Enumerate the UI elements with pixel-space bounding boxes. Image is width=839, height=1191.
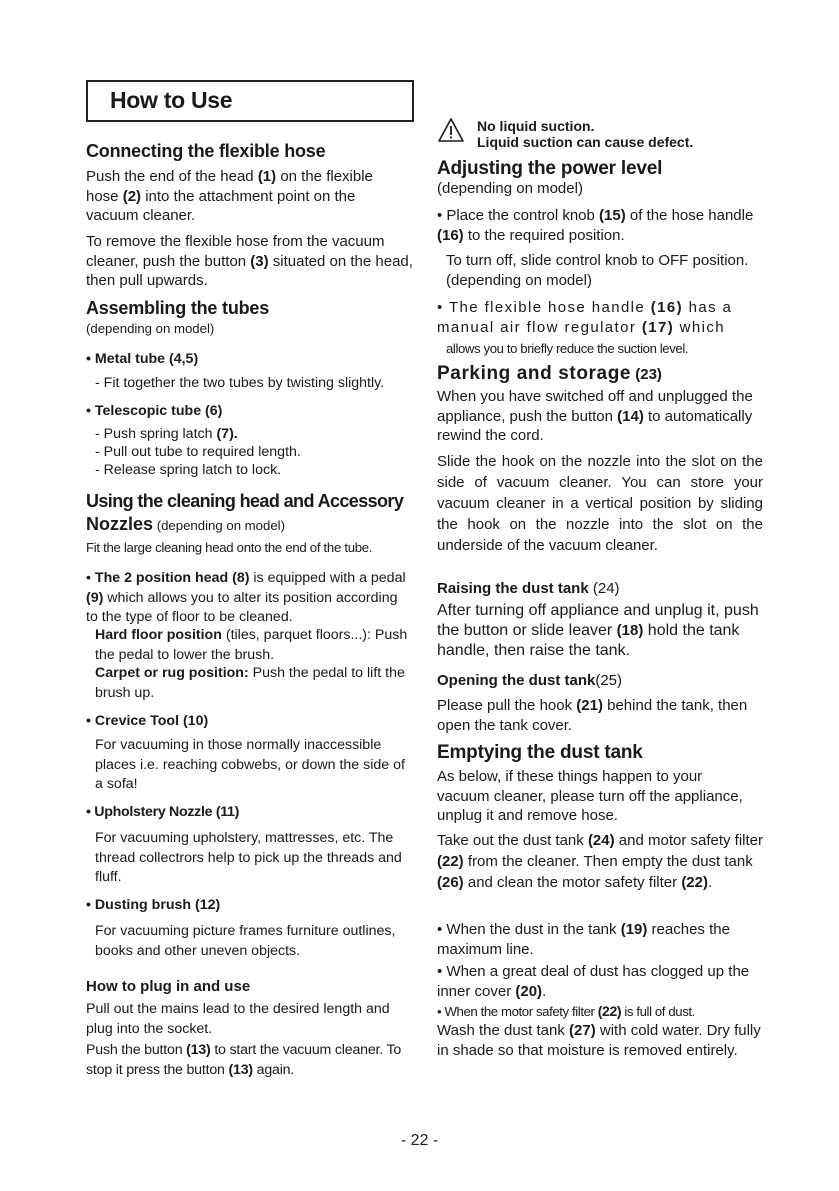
heading-emptying-tank: Emptying the dust tank [437,742,643,763]
heading-nozzles: Nozzles (depending on model) [86,514,285,534]
metal-tube-label: • Metal tube (4,5) [86,351,199,367]
plug-in-text: Pull out the mains lead to the desired length and plug into the socket. [86,1001,390,1037]
heading-power-level: Adjusting the power level [437,158,663,179]
emptying-bullet-2: • When a great deal of dust has clogged up the inner cover (20). [437,963,750,1000]
emptying-text-1: As below, if these things happen to your vacuum cleaner, please turn off the appliance, unplug it and remove hose. [437,768,743,824]
parking-text-2: Slide the hook on the nozzle into the slot on the side of vacuum cleaner. You can store your vacuum cleaner in a vertical position by sliding the hook on the nozzle into the slot on the underside of the vacuum cleaner. [437,453,763,554]
air-flow-text: • The flexible hose handle (16) has a manual air flow regulator (17) which [437,299,733,336]
heading-plug-in: How to plug in and use [86,978,251,995]
heading-parking: Parking and storage (23) [437,363,662,384]
heading-raising-tank: Raising the dust tank (24) [437,580,620,597]
heading-assembling-tubes: Assembling the tubes [86,298,270,318]
upholstery-nozzle-label: • Upholstery Nozzle (11) [86,804,240,820]
title-box [86,80,414,122]
cleaning-head-intro: Fit the large cleaning head onto the end of the tube. [86,540,373,555]
warning-icon [437,117,465,143]
connect-hose-text: Push the end of the head (1) on the flexible hose (2) into the attachment point on the vacuum cleaner. [86,168,373,224]
tubes-model-note: (depending on model) [86,321,215,336]
opening-tank-text: Please pull the hook (21) behind the tank, then open the tank cover. [437,697,748,734]
dusting-brush-label: • Dusting brush (12) [86,897,221,913]
warning-line-1: No liquid suction. [477,118,595,134]
emptying-bullet-3: • When the motor safety filter (22) is full of dust. [437,1003,695,1019]
heading-cleaning-head: Using the cleaning head and Accessory [86,491,404,511]
parking-text-1: When you have switched off and unplugged the appliance, push the button (14) to automatically rewind the cord. [437,388,753,444]
heading-connecting-hose: Connecting the flexible hose [86,141,326,161]
hard-floor-text: Hard floor position (tiles, parquet floors...): Push the pedal to lower the brush. [95,627,408,663]
page-number: - 22 - [400,1132,439,1149]
metal-tube-step: - Fit together the two tubes by twisting slightly. [95,375,385,391]
crevice-tool-text: For vacuuming in those normally inaccessible places i.e. reaching cobwebs, or down the side of a sofa! [95,737,405,792]
dusting-brush-text: For vacuuming picture frames furniture outlines, books and other uneven objects. [95,923,396,959]
warning-line-2: Liquid suction can cause defect. [477,134,694,150]
telescopic-step-2: - Pull out tube to required length. [95,444,301,460]
emptying-bullet-1: • When the dust in the tank (19) reaches the maximum line. [437,921,730,958]
telescopic-tube-label: • Telescopic tube (6) [86,403,223,419]
remove-hose-text: To remove the flexible hose from the vacuum cleaner, push the button (3) situated on the head, then pull upwards. [86,233,413,289]
raising-tank-text: After turning off appliance and unplug it, push the button or slide leaver (18) hold the tank handle, then raise the tank. [437,602,759,659]
crevice-tool-label: • Crevice Tool (10) [86,713,209,729]
position-head-text: • The 2 position head (8) is equipped with a pedal (9) which allows you to alter its position according to the type of floor to be cleaned. [86,570,406,625]
air-flow-text-end: allows you to briefly reduce the suction level. [446,341,689,356]
power-knob-text: • Place the control knob (15) of the hose handle (16) to the required position. [437,207,754,244]
heading-opening-tank: Opening the dust tank(25) [437,672,623,689]
upholstery-nozzle-text: For vacuuming upholstery, mattresses, etc. The thread collectrors help to pick up the threads and fluff. [95,830,402,885]
wash-tank-text: Wash the dust tank (27) with cold water. Dry fully in shade so that moisture is removed entirely. [437,1022,761,1059]
telescopic-step-3: - Release spring latch to lock. [95,462,282,478]
page-title: How to Use [110,87,233,113]
power-model-note: (depending on model) [437,180,583,197]
start-stop-text: Push the button (13) to start the vacuum cleaner. To stop it press the button (13) again. [86,1042,402,1078]
power-off-text: To turn off, slide control knob to OFF position. (depending on model) [446,252,749,289]
emptying-text-2: Take out the dust tank (24) and motor safety filter (22) from the cleaner. Then empty the dust tank (26) and clean the motor safety filter (22). [437,832,764,891]
carpet-text: Carpet or rug position: Push the pedal to lift the brush up. [95,665,405,701]
telescopic-step-1: - Push spring latch (7). [95,426,238,442]
